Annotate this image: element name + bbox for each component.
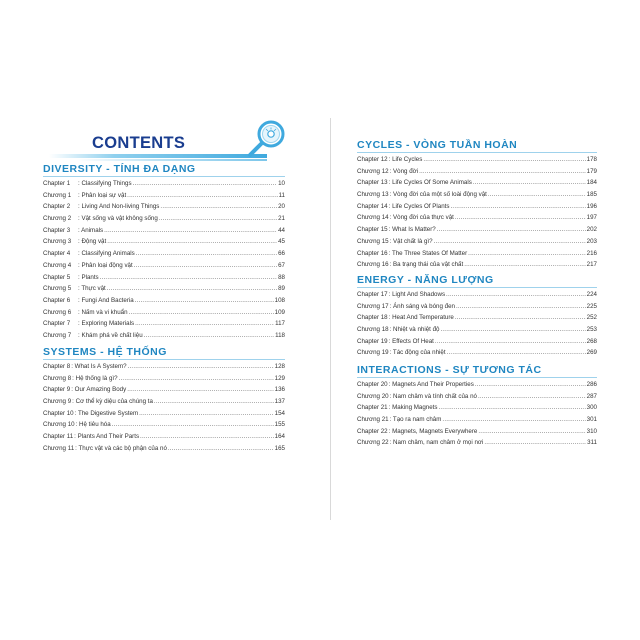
toc-page-number: 10 — [278, 180, 285, 187]
toc-leader-dots — [127, 384, 273, 396]
toc-page-number: 184 — [586, 179, 597, 187]
toc-page-number: 287 — [586, 392, 597, 400]
toc-page-number: 20 — [278, 203, 285, 211]
toc-page-number: 269 — [586, 349, 597, 357]
section-rule-diversity — [43, 176, 285, 177]
toc-chapter-label: Chapter 5 — [43, 273, 71, 281]
title-underline-secondary — [77, 159, 267, 161]
toc-chapter-label: Chương 10 — [43, 421, 75, 429]
toc-leader-dots — [140, 431, 274, 443]
section-heading-diversity: DIVERSITY - TÍNH ĐA DẠNG — [43, 163, 196, 175]
toc-leader-dots — [484, 437, 586, 449]
toc-entry — [357, 177, 597, 189]
toc-chapter-title: : Nấm và vi khuẩn — [78, 308, 128, 316]
toc-chapter-label: Chapter 4 — [43, 250, 71, 258]
section-heading-interactions: INTERACTIONS - SỰ TƯƠNG TÁC — [357, 364, 542, 376]
toc-chapter-label: Chương 5 — [43, 285, 72, 293]
toc-entry — [357, 201, 597, 213]
toc-leader-dots — [136, 248, 277, 260]
toc-entry — [43, 373, 285, 385]
toc-page-number: 88 — [278, 273, 285, 281]
toc-page-number: 178 — [586, 156, 597, 163]
toc-page-number: 154 — [274, 409, 285, 417]
toc-chapter-label: Chapter 15 — [357, 226, 388, 234]
toc-entry — [357, 437, 597, 449]
toc-entry — [43, 213, 285, 225]
toc-page-number: 300 — [586, 404, 597, 412]
toc-chapter-label: Chapter 17 — [357, 291, 388, 298]
magnifier-icon — [241, 118, 285, 158]
toc-chapter-title: : Effects Of Heat — [388, 337, 434, 345]
toc-page-number: 253 — [586, 326, 597, 334]
toc-entry — [43, 330, 285, 342]
toc-page-number: 179 — [586, 167, 597, 175]
toc-entry — [43, 283, 285, 295]
toc-entry — [43, 225, 285, 237]
toc-chapter-label: Chapter 19 — [357, 337, 388, 345]
toc-leader-dots — [104, 225, 277, 237]
toc-chapter-title: : Classifying Animals — [78, 250, 135, 258]
toc-chapter-label: Chương 7 — [43, 331, 72, 339]
toc-leader-dots — [442, 414, 585, 426]
toc-page-number: 155 — [274, 421, 285, 429]
toc-leader-dots — [451, 201, 586, 213]
toc-entry — [43, 443, 285, 455]
toc-page-number: 67 — [278, 261, 285, 269]
toc-page-number: 225 — [586, 302, 597, 310]
toc-leader-dots — [488, 189, 586, 201]
toc-entry — [357, 336, 597, 348]
toc-leader-dots — [478, 426, 585, 438]
toc-chapter-label: Chương 17 — [357, 302, 389, 310]
toc-entry — [357, 301, 597, 313]
toc-chapter-label: Chương 4 — [43, 261, 72, 269]
column-divider — [330, 118, 331, 520]
toc-chapter-label: Chapter 13 — [357, 179, 388, 187]
toc-page-number: 311 — [587, 439, 597, 447]
toc-entry — [357, 347, 597, 359]
toc-leader-dots — [134, 260, 277, 272]
toc-entry — [357, 391, 597, 403]
toc-leader-dots — [144, 330, 274, 342]
toc-entry — [43, 408, 285, 420]
toc-entry — [357, 236, 597, 248]
toc-leader-dots — [437, 224, 586, 236]
toc-chapter-title: : Heat And Temperature — [388, 314, 454, 322]
toc-entry — [357, 414, 597, 426]
toc-chapter-title: : Khám phá về chất liệu — [78, 331, 143, 339]
toc-chapter-title: : Vòng đời của một số loài động vật — [389, 191, 487, 199]
toc-leader-dots — [419, 166, 586, 178]
toc-chapter-title: : Life Cycles — [388, 156, 423, 163]
toc-leader-dots — [129, 307, 274, 319]
left-column — [37, 118, 285, 520]
contents-title: CONTENTS — [92, 134, 186, 152]
toc-chapter-label: Chương 18 — [357, 326, 389, 334]
toc-chapter-title: : Animals — [78, 226, 104, 234]
toc-chapter-title: : Cơ thể kỳ diệu của chúng ta — [72, 398, 153, 406]
toc-chapter-title: : Tác động của nhiệt — [389, 349, 446, 357]
toc-entry — [43, 272, 285, 284]
toc-leader-dots — [159, 213, 277, 225]
toc-leader-dots — [446, 289, 586, 301]
toc-leader-dots — [135, 318, 274, 330]
toc-chapter-title: : Vòng đời — [389, 167, 419, 175]
toc-leader-dots — [160, 201, 277, 213]
toc-chapter-title: : Thực vật và các bộ phận của nó — [75, 444, 167, 452]
toc-leader-dots — [112, 419, 274, 431]
toc-chapter-label: Chương 15 — [357, 237, 389, 245]
toc-chapter-title: : The Three States Of Matter — [388, 249, 468, 257]
toc-page-number: 224 — [586, 291, 597, 298]
toc-leader-dots — [468, 248, 586, 260]
section-heading-systems: SYSTEMS - HỆ THỐNG — [43, 346, 167, 358]
section-rule-systems — [43, 359, 285, 360]
toc-entry — [43, 201, 285, 213]
toc-page-number: 109 — [274, 308, 285, 316]
section-rule-cycles — [357, 152, 597, 153]
toc-chapter-label: Chương 14 — [357, 214, 389, 222]
toc-entry — [357, 189, 597, 201]
toc-page-number: 286 — [586, 381, 597, 388]
toc-entry — [357, 248, 597, 260]
toc-chapter-label: Chapter 10 — [43, 409, 74, 417]
toc-page-number: 11 — [278, 191, 285, 199]
entries-cycles — [357, 154, 597, 271]
toc-chapter-title: : Nam châm và tính chất của nó — [389, 392, 477, 400]
toc-leader-dots — [127, 190, 277, 202]
toc-page-number: 197 — [586, 214, 597, 222]
toc-page-number: 165 — [274, 444, 285, 452]
toc-page-number: 89 — [278, 285, 285, 293]
toc-leader-dots — [464, 259, 585, 271]
entries-systems — [43, 361, 285, 455]
toc-chapter-label: Chapter 12 — [357, 156, 388, 163]
toc-chapter-label: Chapter 20 — [357, 381, 388, 388]
contents-page — [37, 118, 603, 520]
toc-page-number: 136 — [274, 386, 285, 394]
toc-chapter-label: Chapter 11 — [43, 433, 74, 441]
toc-chapter-title: : What Is Matter? — [388, 226, 436, 234]
toc-page-number: 117 — [275, 320, 285, 328]
toc-entry — [43, 295, 285, 307]
toc-chapter-title: : Hệ tiêu hóa — [75, 421, 111, 429]
toc-leader-dots — [139, 408, 274, 420]
section-heading-cycles: CYCLES - VÒNG TUẦN HOÀN — [357, 139, 518, 151]
toc-chapter-title: : Phân loại động vật — [78, 261, 133, 269]
toc-page-number: 128 — [274, 363, 285, 370]
toc-chapter-title: : What Is A System? — [71, 363, 127, 370]
toc-leader-dots — [107, 236, 277, 248]
toc-chapter-title: : Plants — [78, 273, 99, 281]
toc-chapter-label: Chapter 6 — [43, 296, 71, 304]
toc-entry — [357, 154, 597, 166]
toc-chapter-label: Chương 1 — [43, 191, 72, 199]
toc-leader-dots — [456, 301, 586, 313]
toc-page-number: 45 — [278, 238, 285, 246]
toc-chapter-title: : Ba trạng thái của vật chất — [389, 261, 464, 269]
toc-chapter-label: Chapter 2 — [43, 203, 71, 211]
toc-chapter-title: : Phân loại sự vật — [78, 191, 127, 199]
toc-chapter-label: Chương 8 — [43, 374, 72, 382]
toc-chapter-title: : Living And Non-living Things — [78, 203, 160, 211]
toc-chapter-label: Chương 12 — [357, 167, 389, 175]
toc-entry — [43, 248, 285, 260]
toc-entry — [357, 259, 597, 271]
toc-page-number: 66 — [278, 250, 285, 258]
toc-page-number: 118 — [275, 331, 285, 339]
toc-entry — [43, 361, 285, 373]
toc-leader-dots — [168, 443, 274, 455]
toc-entry — [357, 166, 597, 178]
toc-entry — [43, 384, 285, 396]
toc-chapter-title: : Fungi And Bacteria — [78, 296, 134, 304]
toc-entry — [43, 419, 285, 431]
toc-chapter-title: : Động vật — [78, 238, 107, 246]
toc-chapter-label: Chapter 22 — [357, 427, 388, 435]
toc-chapter-title: : Magnets And Their Properties — [388, 381, 474, 388]
toc-chapter-title: : Tạo ra nam châm — [389, 416, 442, 424]
toc-chapter-label: Chapter 9 — [43, 386, 71, 394]
toc-leader-dots — [455, 312, 586, 324]
toc-leader-dots — [478, 391, 586, 403]
toc-leader-dots — [119, 373, 274, 385]
toc-leader-dots — [107, 283, 277, 295]
toc-leader-dots — [434, 236, 586, 248]
toc-chapter-label: Chapter 16 — [357, 249, 388, 257]
toc-chapter-label: Chương 6 — [43, 308, 72, 316]
section-heading-energy: ENERGY - NĂNG LƯỢNG — [357, 274, 494, 286]
toc-chapter-title: : Ánh sáng và bóng đen — [389, 302, 455, 310]
toc-chapter-title: : Vật sống và vật không sống — [78, 215, 158, 223]
toc-page-number: 217 — [586, 261, 597, 269]
toc-entry — [43, 318, 285, 330]
toc-leader-dots — [438, 402, 585, 414]
toc-page-number: 252 — [586, 314, 597, 322]
toc-entry — [43, 236, 285, 248]
toc-chapter-label: Chương 19 — [357, 349, 389, 357]
toc-page-number: 21 — [278, 215, 285, 223]
toc-chapter-label: Chapter 14 — [357, 202, 388, 210]
toc-page-number: 310 — [586, 427, 597, 435]
toc-page-number: 216 — [586, 249, 597, 257]
toc-chapter-label: Chapter 1 — [43, 180, 71, 187]
toc-entry — [357, 312, 597, 324]
toc-chapter-label: Chương 9 — [43, 398, 72, 406]
toc-chapter-label: Chương 22 — [357, 439, 389, 447]
entries-energy — [357, 289, 597, 359]
toc-chapter-title: : Our Amazing Body — [71, 386, 127, 394]
toc-chapter-label: Chương 13 — [357, 191, 389, 199]
toc-page-number: 44 — [278, 226, 285, 234]
toc-chapter-label: Chapter 8 — [43, 363, 71, 370]
toc-page-number: 164 — [274, 433, 285, 441]
toc-chapter-title: : Vòng đời của thực vật — [389, 214, 454, 222]
toc-page-number: 196 — [586, 202, 597, 210]
toc-chapter-label: Chương 16 — [357, 261, 389, 269]
toc-chapter-label: Chapter 21 — [357, 404, 388, 412]
title-underline — [49, 154, 267, 158]
toc-entry — [43, 260, 285, 272]
toc-chapter-title: : Magnets, Magnets Everywhere — [388, 427, 478, 435]
entries-diversity — [43, 178, 285, 342]
toc-leader-dots — [128, 361, 274, 373]
toc-page-number: 137 — [274, 398, 285, 406]
toc-page-number: 185 — [586, 191, 597, 199]
toc-page-number: 108 — [274, 296, 285, 304]
toc-page-number: 129 — [274, 374, 285, 382]
toc-entry — [43, 431, 285, 443]
toc-entry — [357, 289, 597, 301]
toc-leader-dots — [423, 154, 585, 166]
toc-leader-dots — [133, 178, 278, 190]
toc-chapter-label: Chương 11 — [43, 444, 75, 452]
toc-chapter-title: : Light And Shadows — [388, 291, 446, 298]
toc-entry — [43, 396, 285, 408]
toc-chapter-title: : Nam châm, nam châm ở mọi nơi — [389, 439, 484, 447]
toc-leader-dots — [447, 347, 586, 359]
toc-leader-dots — [154, 396, 274, 408]
toc-leader-dots — [440, 324, 585, 336]
toc-chapter-label: Chương 3 — [43, 238, 72, 246]
toc-chapter-title: : Classifying Things — [78, 180, 132, 187]
toc-chapter-title: : Nhiệt và nhiệt độ — [389, 326, 440, 334]
toc-entry — [43, 190, 285, 202]
toc-leader-dots — [100, 272, 277, 284]
section-rule-interactions — [357, 377, 597, 378]
toc-entry — [357, 324, 597, 336]
toc-chapter-label: Chương 20 — [357, 392, 389, 400]
toc-chapter-title: : Plants And Their Parts — [74, 433, 140, 441]
toc-leader-dots — [473, 177, 586, 189]
toc-entry — [357, 426, 597, 438]
toc-chapter-title: : Life Cycles Of Plants — [388, 202, 450, 210]
toc-entry — [43, 307, 285, 319]
toc-chapter-title: : Making Magnets — [388, 404, 438, 412]
toc-chapter-title: : Life Cycles Of Some Animals — [388, 179, 472, 187]
toc-entry — [357, 402, 597, 414]
toc-chapter-title: : Thực vật — [78, 285, 106, 293]
toc-chapter-title: : Hệ thống là gì? — [72, 374, 118, 382]
toc-page-number: 301 — [586, 416, 597, 424]
toc-entry — [357, 212, 597, 224]
entries-interactions — [357, 379, 597, 449]
toc-chapter-label: Chapter 18 — [357, 314, 388, 322]
toc-chapter-label: Chapter 7 — [43, 320, 71, 328]
toc-leader-dots — [435, 336, 586, 348]
toc-entry — [357, 224, 597, 236]
toc-entry — [357, 379, 597, 391]
toc-chapter-title: : Vật chất là gì? — [389, 237, 433, 245]
toc-chapter-title: : Exploring Materials — [78, 320, 135, 328]
toc-leader-dots — [475, 379, 586, 391]
toc-page-number: 268 — [586, 337, 597, 345]
toc-page-number: 202 — [586, 226, 597, 234]
toc-entry — [43, 178, 285, 190]
toc-leader-dots — [135, 295, 274, 307]
toc-chapter-label: Chương 2 — [43, 215, 72, 223]
toc-chapter-label: Chương 21 — [357, 416, 389, 424]
toc-leader-dots — [455, 212, 586, 224]
section-rule-energy — [357, 287, 597, 288]
toc-page-number: 203 — [586, 237, 597, 245]
toc-chapter-title: : The Digestive System — [74, 409, 139, 417]
toc-chapter-label: Chapter 3 — [43, 226, 71, 234]
right-column — [357, 118, 603, 520]
